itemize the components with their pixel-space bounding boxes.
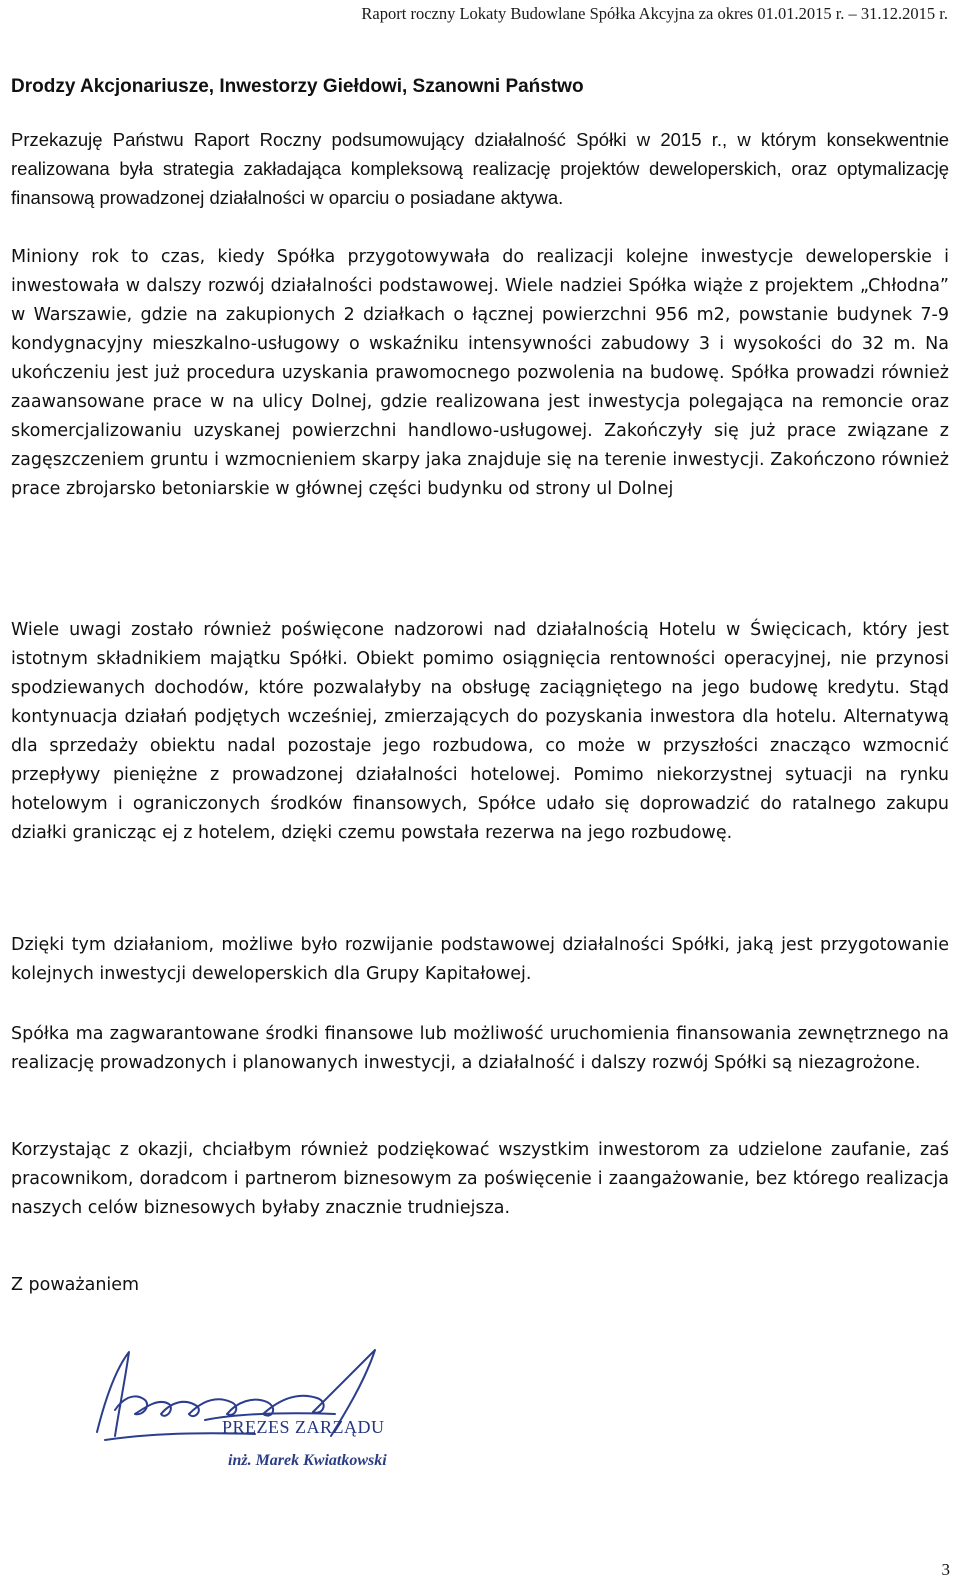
paragraph-development: Dzięki tym działaniom, możliwe było rozwijanie podstawowej działalności Spółki, jaką jest przygotowanie kolejnych inwestycji deweloperskich dla Grupy Kapitałowej. xyxy=(11,935,949,984)
paragraph-investments: Miniony rok to czas, kiedy Spółka przygotowywała do realizacji kolejne inwestycje deweloperskie i inwestowała w dalszy rozwój działalności podstawowej. Wiele nadziei Spółka wiąże z projektem „Chłodna” w Warszawie, gdzie na zakupionych 2 działkach o łącznej powierzchni 956 m2, powstanie budynek 7-9 kondygnacyjny mieszkalno-usługowy o wskaźniku intensywności zabudowy 3 i wysokości do 32 m. Na ukończeniu jest już procedura uzyskania prawomocnego pozwolenia na budowę. Spółka prowadzi również zaawansowane prace w na ulicy Dolnej, gdzie realizowana jest inwestycja polegająca na remoncie oraz skomercjalizowaniu uzyskanej powierzchni handlowo-usługowej. Zakończyły się już prace związane z zagęszczeniem gruntu i wzmocnieniem skarpy jaka znajduje się na terenie inwestycji. Zakończono również prace zbrojarsko betoniarskie w głównej części budynku od strony ul Dolnej xyxy=(11,247,949,499)
paragraph-intro: Przekazuję Państwu Raport Roczny podsumowujący działalność Spółki w 2015 r., w którym konsekwentnie realizowana była strategia zakładająca kompleksową realizację projektów deweloperskich, oraz optymalizację finansową prowadzonej działalności w oparciu o posiadane aktywa. xyxy=(11,129,949,208)
stamp-name: inż. Marek Kwiatkowski xyxy=(228,1452,387,1469)
closing-phrase: Z poważaniem xyxy=(11,1275,140,1295)
paragraph-hotel: Wiele uwagi zostało również poświęcone nadzorowi nad działalnością Hotelu w Święcicach, który jest istotnym składnikiem majątku Spółki. Obiekt pomimo osiągnięcia rentowności operacyjnej, nie przynosi spodziewanych dochodów, które pozwalałyby na obsługę zaciągniętego na jego budowę kredytu. Stąd kontynuacja działań podjętych wcześniej, zmierzających do pozyskania inwestora dla hotelu. Alternatywą dla sprzedaży obiektu nadal pozostaje jego rozbudowa, co może w przyszłości znacząco wzmocnić przepływy pieniężne z prowadzonej działalności hotelowej. Pomimo niekorzystnej sytuacji na rynku hotelowym i ograniczonych środków finansowych, Spółce udało się doprowadzić do ratalnego zakupu działki granicząc ej z hotelem, dzięki czemu powstała rezerwa na jego rozbudowę. xyxy=(11,620,949,843)
handwritten-signature xyxy=(85,1340,445,1460)
running-header: Raport roczny Lokaty Budowlane Spółka Akcyjna za okres 01.01.2015 r. – 31.12.2015 r. xyxy=(361,4,948,23)
paragraph-thanks: Korzystając z okazji, chciałbym również podziękować wszystkim inwestorom za udzielone zaufanie, zaś pracownikom, doradcom i partnerom biznesowym za poświęcenie i zaangażowanie, bez którego realizacja naszych celów biznesowych byłaby znacznie trudniejsza. xyxy=(11,1140,949,1218)
page-number: 3 xyxy=(941,1560,950,1579)
salutation: Drodzy Akcjonariusze, Inwestorzy Giełdowi, Szanowni Państwo xyxy=(11,76,584,97)
paragraph-financing: Spółka ma zagwarantowane środki finansowe lub możliwość uruchomienia finansowania zewnętrznego na realizację prowadzonych i planowanych inwestycji, a działalność i dalszy rozwój Spółki są niezagrożone. xyxy=(11,1024,949,1073)
stamp-title: PREZES ZARZĄDU xyxy=(222,1417,385,1437)
